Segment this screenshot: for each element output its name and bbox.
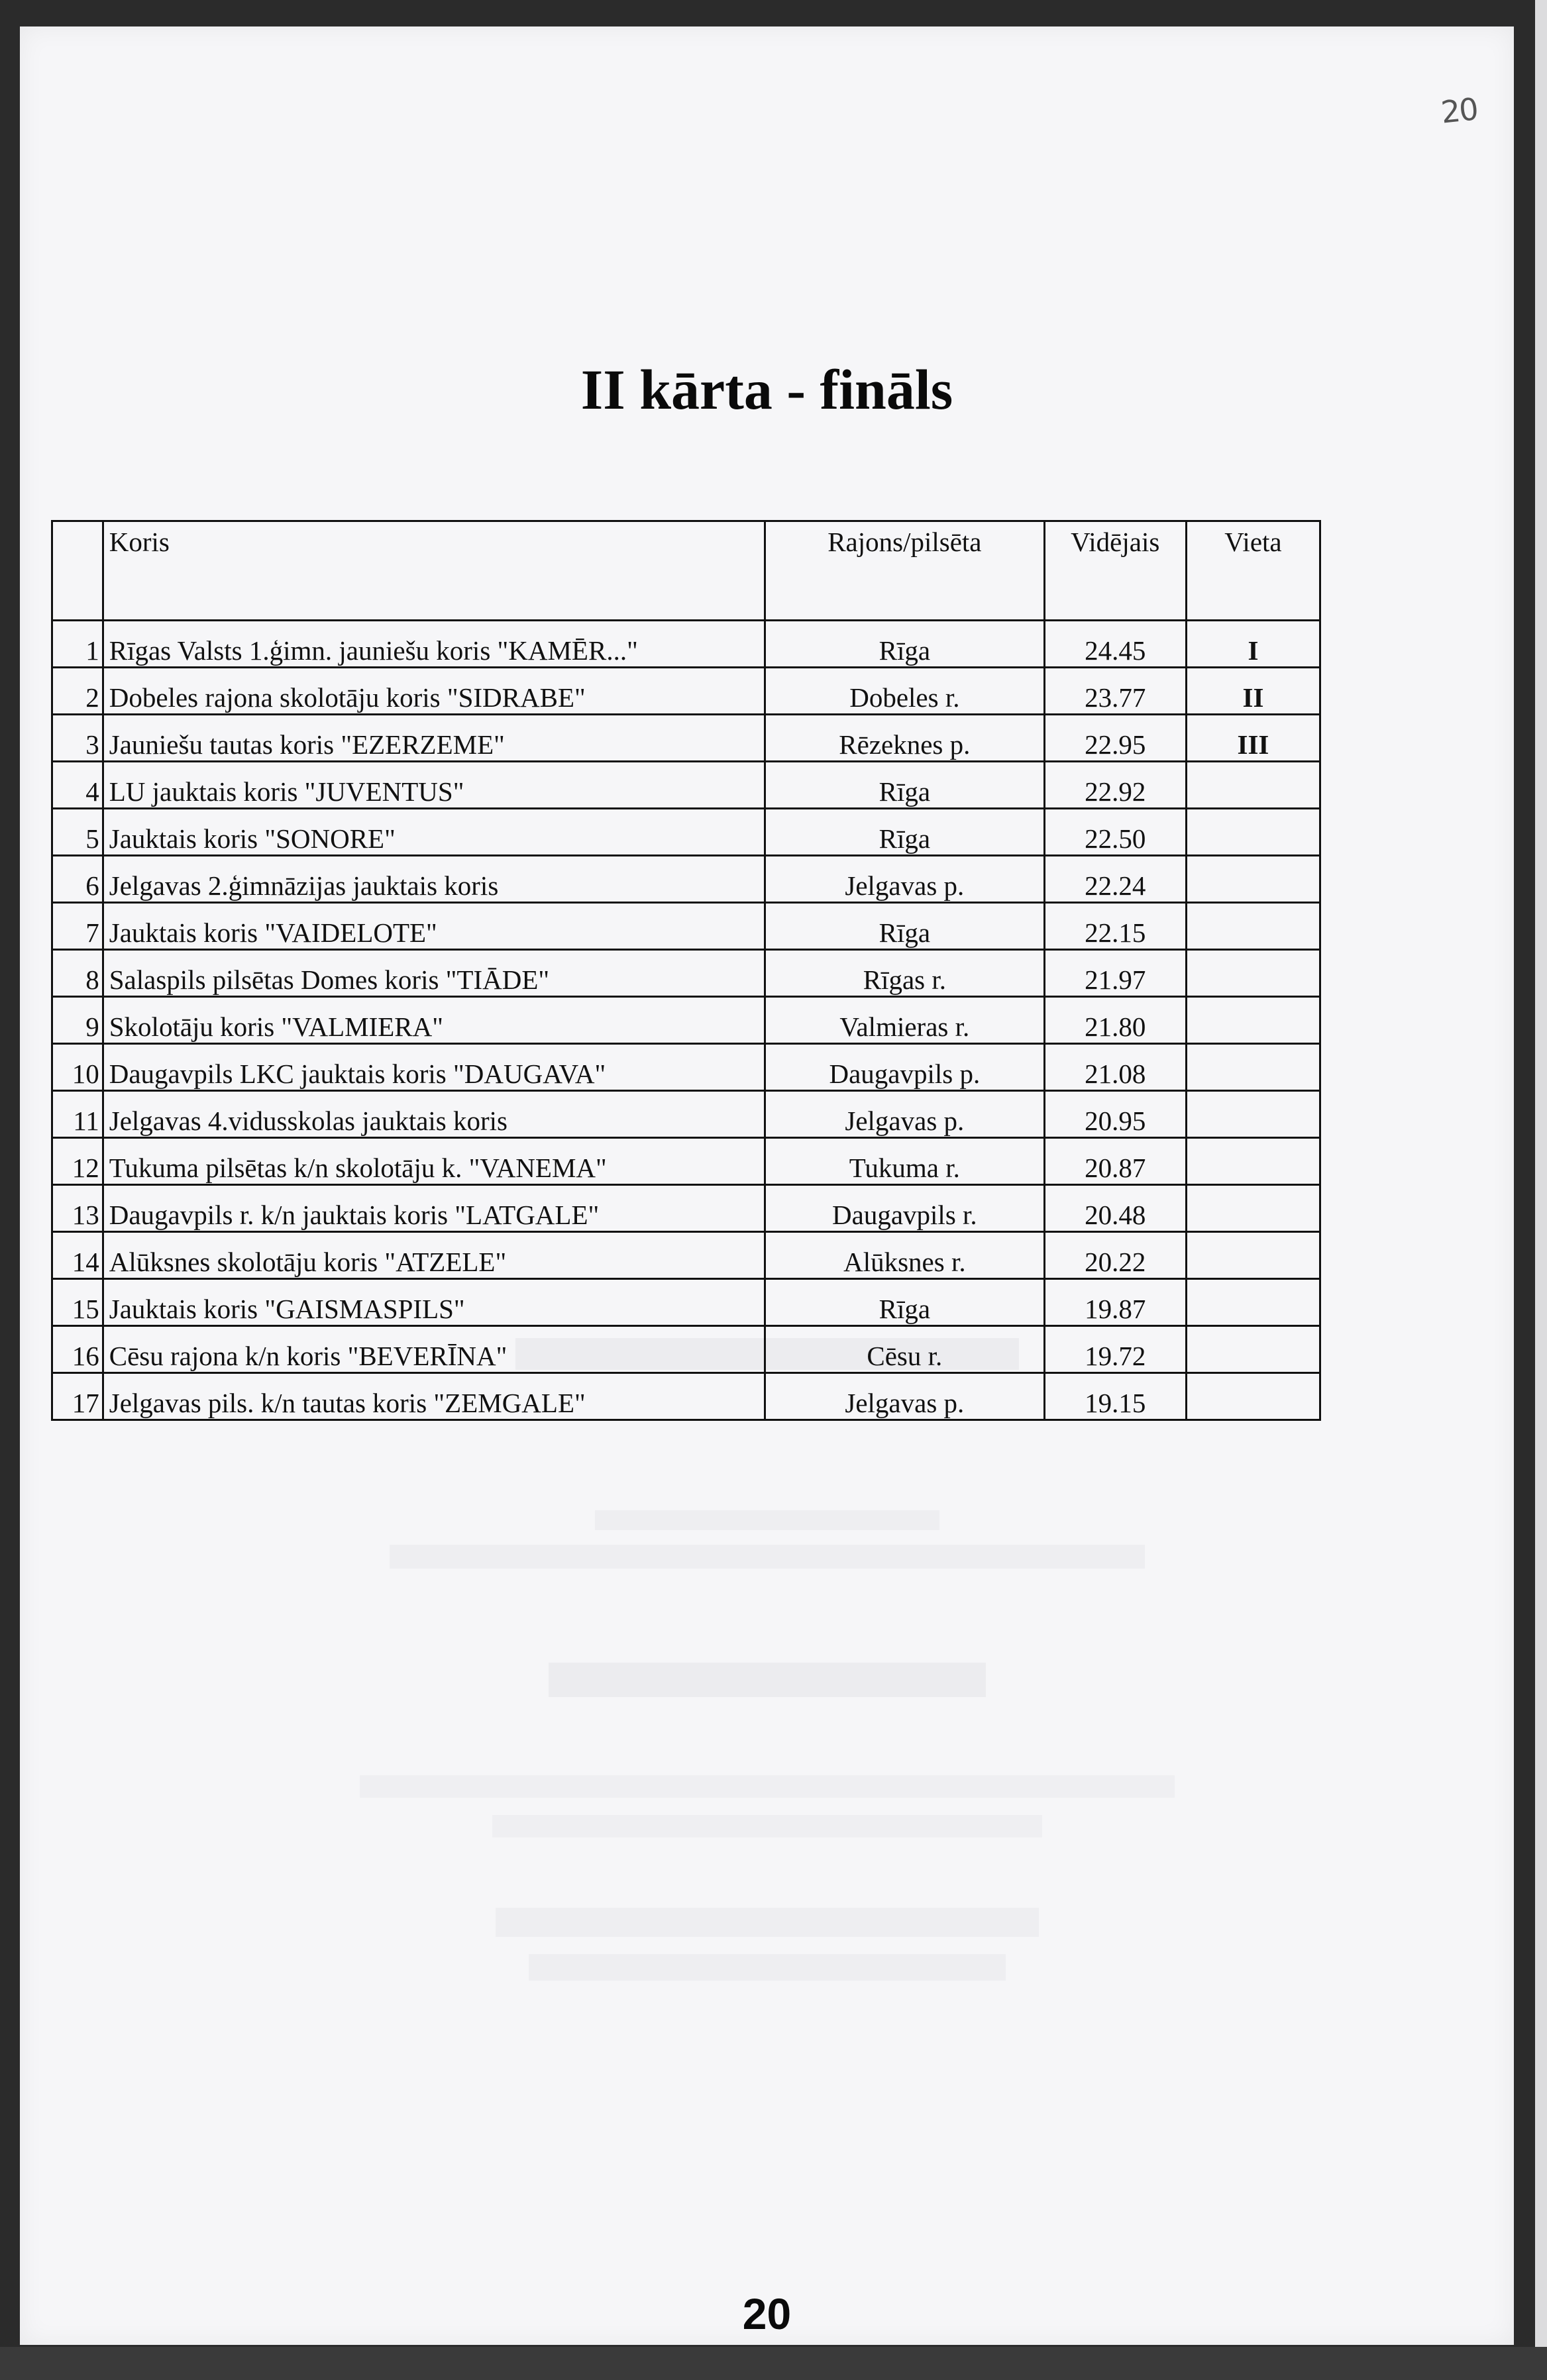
bleed-through-decoration [20, 1908, 1514, 1981]
table-row [52, 1044, 1320, 1091]
results-table [51, 520, 1321, 1421]
row-number: 12 [52, 1138, 103, 1185]
header-average: Vidējais [1044, 521, 1186, 621]
table-header-row [52, 521, 1320, 621]
table-row [52, 1279, 1320, 1326]
row-place [1186, 762, 1320, 809]
page-sheet [20, 26, 1514, 2345]
row-average: 22.15 [1044, 903, 1186, 950]
row-number: 9 [52, 997, 103, 1044]
row-place [1186, 1232, 1320, 1279]
header-number [52, 521, 103, 621]
page-number: 20 [742, 2289, 792, 2338]
row-average: 21.08 [1044, 1044, 1186, 1091]
row-choir: Skolotāju koris "VALMIERA" [103, 997, 765, 1044]
row-district: Tukuma r. [765, 1138, 1044, 1185]
row-number: 3 [52, 715, 103, 762]
row-choir: Jelgavas 2.ģimnāzijas jauktais koris [103, 856, 765, 903]
row-average: 22.24 [1044, 856, 1186, 903]
row-number: 2 [52, 668, 103, 715]
row-place [1186, 1373, 1320, 1420]
row-average: 20.87 [1044, 1138, 1186, 1185]
row-choir: Jelgavas 4.vidusskolas jauktais koris [103, 1091, 765, 1138]
table-row [52, 1091, 1320, 1138]
row-district: Rīga [765, 1279, 1044, 1326]
header-choir: Koris [103, 521, 765, 621]
row-place [1186, 809, 1320, 856]
row-number: 11 [52, 1091, 103, 1138]
header-district: Rajons/pilsēta [765, 521, 1044, 621]
row-number: 1 [52, 621, 103, 668]
table-row [52, 903, 1320, 950]
row-place [1186, 1044, 1320, 1091]
table-row [52, 997, 1320, 1044]
row-district: Jelgavas p. [765, 1373, 1044, 1420]
row-choir: Tukuma pilsētas k/n skolotāju k. "VANEMA" [103, 1138, 765, 1185]
bleed-through-decoration [20, 1775, 1514, 1837]
bleed-through-decoration [20, 1510, 1514, 1569]
row-district: Jelgavas p. [765, 1091, 1044, 1138]
scan-border-decoration [0, 2347, 1547, 2380]
row-choir: Dobeles rajona skolotāju koris "SIDRABE" [103, 668, 765, 715]
table-row [52, 668, 1320, 715]
page-edge-decoration [1535, 0, 1547, 2380]
row-number: 4 [52, 762, 103, 809]
table-row [52, 1138, 1320, 1185]
row-district: Cēsu r. [765, 1326, 1044, 1373]
row-place: III [1186, 715, 1320, 762]
table-row [52, 856, 1320, 903]
row-number: 10 [52, 1044, 103, 1091]
header-place: Vieta [1186, 521, 1320, 621]
row-place [1186, 1091, 1320, 1138]
row-choir: Alūksnes skolotāju koris "ATZELE" [103, 1232, 765, 1279]
row-district: Rēzeknes p. [765, 715, 1044, 762]
table-row [52, 621, 1320, 668]
row-district: Alūksnes r. [765, 1232, 1044, 1279]
row-district: Rīga [765, 621, 1044, 668]
row-place [1186, 856, 1320, 903]
row-choir: Jauktais koris "GAISMASPILS" [103, 1279, 765, 1326]
table-row [52, 950, 1320, 997]
row-choir: Cēsu rajona k/n koris "BEVERĪNA" [103, 1326, 765, 1373]
row-number: 7 [52, 903, 103, 950]
table-row [52, 715, 1320, 762]
row-average: 19.72 [1044, 1326, 1186, 1373]
row-average: 23.77 [1044, 668, 1186, 715]
row-average: 20.48 [1044, 1185, 1186, 1232]
row-district: Rīgas r. [765, 950, 1044, 997]
row-place [1186, 1326, 1320, 1373]
row-average: 21.80 [1044, 997, 1186, 1044]
row-number: 6 [52, 856, 103, 903]
table-row [52, 1326, 1320, 1373]
row-place: II [1186, 668, 1320, 715]
row-choir: Salaspils pilsētas Domes koris "TIĀDE" [103, 950, 765, 997]
row-average: 22.92 [1044, 762, 1186, 809]
row-choir: Jauktais koris "VAIDELOTE" [103, 903, 765, 950]
row-average: 22.50 [1044, 809, 1186, 856]
row-district: Daugavpils r. [765, 1185, 1044, 1232]
row-average: 20.95 [1044, 1091, 1186, 1138]
row-average: 21.97 [1044, 950, 1186, 997]
row-place [1186, 950, 1320, 997]
row-choir: Daugavpils r. k/n jauktais koris "LATGALE" [103, 1185, 765, 1232]
row-choir: Jelgavas pils. k/n tautas koris "ZEMGALE" [103, 1373, 765, 1420]
row-place [1186, 903, 1320, 950]
table-row [52, 1373, 1320, 1420]
row-number: 17 [52, 1373, 103, 1420]
row-district: Rīga [765, 903, 1044, 950]
bleed-through-decoration [20, 1663, 1514, 1697]
row-district: Daugavpils p. [765, 1044, 1044, 1091]
row-choir: Jauniešu tautas koris "EZERZEME" [103, 715, 765, 762]
table-row [52, 1232, 1320, 1279]
table-row [52, 1185, 1320, 1232]
row-district: Jelgavas p. [765, 856, 1044, 903]
row-number: 13 [52, 1185, 103, 1232]
handwritten-page-note: 20 [1439, 91, 1479, 130]
page-title: II kārta - fināls [580, 358, 953, 421]
row-choir: Rīgas Valsts 1.ģimn. jauniešu koris "KAMĒR..." [103, 621, 765, 668]
row-average: 20.22 [1044, 1232, 1186, 1279]
row-number: 15 [52, 1279, 103, 1326]
row-place [1186, 1279, 1320, 1326]
row-district: Valmieras r. [765, 997, 1044, 1044]
row-place [1186, 1138, 1320, 1185]
row-number: 8 [52, 950, 103, 997]
row-place [1186, 997, 1320, 1044]
row-number: 16 [52, 1326, 103, 1373]
table-row [52, 809, 1320, 856]
row-average: 24.45 [1044, 621, 1186, 668]
results-body [52, 621, 1320, 1420]
row-average: 19.15 [1044, 1373, 1186, 1420]
row-district: Rīga [765, 809, 1044, 856]
table-row [52, 762, 1320, 809]
row-choir: Jauktais koris "SONORE" [103, 809, 765, 856]
row-average: 22.95 [1044, 715, 1186, 762]
row-number: 5 [52, 809, 103, 856]
row-number: 14 [52, 1232, 103, 1279]
row-place [1186, 1185, 1320, 1232]
row-choir: Daugavpils LKC jauktais koris "DAUGAVA" [103, 1044, 765, 1091]
row-district: Rīga [765, 762, 1044, 809]
row-average: 19.87 [1044, 1279, 1186, 1326]
row-choir: LU jauktais koris "JUVENTUS" [103, 762, 765, 809]
row-district: Dobeles r. [765, 668, 1044, 715]
row-place: I [1186, 621, 1320, 668]
